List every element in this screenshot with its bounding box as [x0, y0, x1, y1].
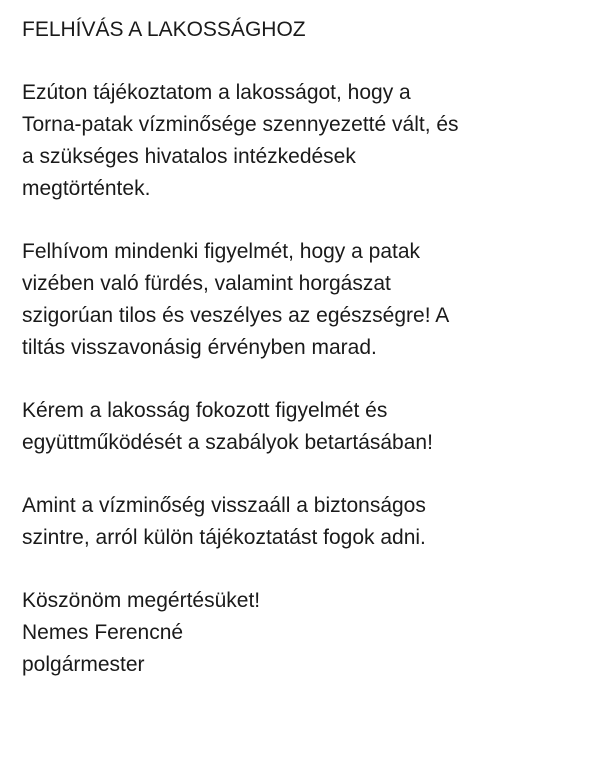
paragraph-follow-up	[22, 490, 582, 554]
text-line: megtörténtek.	[22, 177, 151, 200]
signatory-role: polgármester	[22, 653, 145, 676]
text-line: a szükséges hivatalos intézkedések	[22, 145, 356, 168]
signatory-name: Nemes Ferencné	[22, 621, 184, 644]
text-line: szigorúan tilos és veszélyes az egészségre! A	[22, 304, 450, 327]
paragraph-prohibition	[22, 236, 582, 364]
paragraph-announcement	[22, 77, 582, 205]
notice-title: FELHÍVÁS A LAKOSSÁGHOZ	[22, 18, 306, 41]
text-line: Torna-patak vízminősége szennyezetté vált, és	[22, 113, 459, 136]
text-line: Felhívom mindenki figyelmét, hogy a patak	[22, 240, 421, 263]
thanks-line: Köszönöm megértésüket!	[22, 589, 261, 612]
notice-document	[22, 14, 582, 681]
signoff	[22, 585, 582, 681]
paragraph-cooperation	[22, 395, 582, 459]
text-line: Kérem a lakosság fokozott figyelmét és	[22, 399, 388, 422]
text-line: vizében való fürdés, valamint horgászat	[22, 272, 391, 295]
text-line: együttműködését a szabályok betartásában!	[22, 431, 433, 454]
text-line: tiltás visszavonásig érvényben marad.	[22, 336, 377, 359]
text-line: szintre, arról külön tájékoztatást fogok adni.	[22, 526, 426, 549]
text-line: Ezúton tájékoztatom a lakosságot, hogy a	[22, 81, 411, 104]
text-line: Amint a vízminőség visszaáll a biztonságos	[22, 494, 426, 517]
